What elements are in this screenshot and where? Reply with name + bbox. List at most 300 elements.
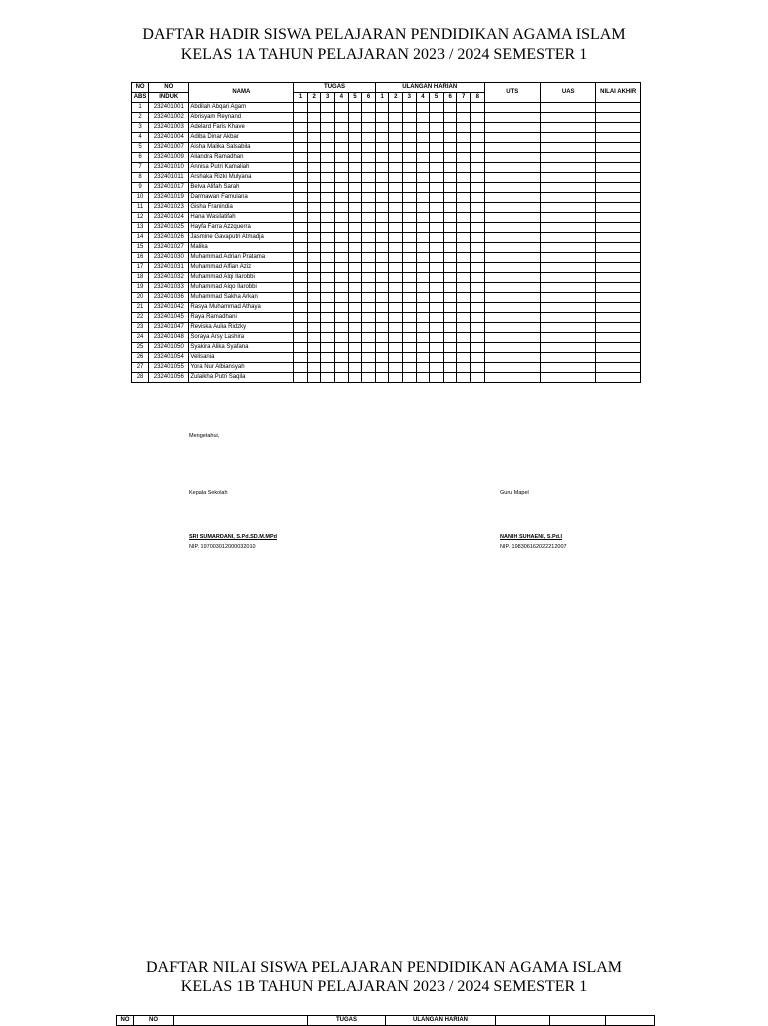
score-cell bbox=[375, 293, 389, 303]
score-cell bbox=[596, 223, 641, 233]
ulangan-num: 2 bbox=[389, 93, 403, 103]
score-cell bbox=[416, 353, 430, 363]
student-nama: Velisania bbox=[189, 353, 294, 363]
score-cell bbox=[389, 273, 403, 283]
score-cell bbox=[430, 233, 444, 243]
score-cell bbox=[484, 273, 540, 283]
score-cell bbox=[457, 363, 471, 373]
score-cell bbox=[471, 143, 485, 153]
student-nama: Gisha Franindia bbox=[189, 203, 294, 213]
score-cell bbox=[321, 253, 335, 263]
score-cell bbox=[403, 353, 417, 363]
score-cell bbox=[362, 333, 376, 343]
kepala-sekolah-nip: NIP. 197003012000032010 bbox=[189, 544, 256, 550]
score-cell bbox=[375, 313, 389, 323]
score-cell bbox=[362, 353, 376, 363]
score-cell bbox=[596, 193, 641, 203]
table-row bbox=[132, 153, 641, 163]
student-induk: 232401047 bbox=[149, 323, 189, 333]
header-nama-cell bbox=[174, 1016, 308, 1026]
student-nama: Muhammad Adrian Pratama bbox=[189, 253, 294, 263]
table-row bbox=[132, 293, 641, 303]
student-no: 6 bbox=[132, 153, 149, 163]
score-cell bbox=[335, 233, 349, 243]
student-induk: 232401007 bbox=[149, 143, 189, 153]
score-cell bbox=[484, 213, 540, 223]
table-row bbox=[132, 363, 641, 373]
student-nama: Abdilah Abqari Agam bbox=[189, 103, 294, 113]
tugas-num: 2 bbox=[307, 93, 321, 103]
score-cell bbox=[294, 133, 308, 143]
student-no: 25 bbox=[132, 343, 149, 353]
score-cell bbox=[416, 123, 430, 133]
table-row bbox=[132, 123, 641, 133]
score-cell bbox=[541, 323, 596, 333]
score-cell bbox=[541, 243, 596, 253]
score-cell bbox=[541, 193, 596, 203]
score-cell bbox=[430, 293, 444, 303]
score-cell bbox=[389, 223, 403, 233]
student-nama: Annisa Putri Kamaliah bbox=[189, 163, 294, 173]
student-no: 12 bbox=[132, 213, 149, 223]
score-cell bbox=[321, 163, 335, 173]
score-cell bbox=[375, 193, 389, 203]
student-no: 4 bbox=[132, 133, 149, 143]
score-cell bbox=[596, 153, 641, 163]
student-no: 20 bbox=[132, 293, 149, 303]
score-cell bbox=[596, 323, 641, 333]
score-cell bbox=[403, 263, 417, 273]
score-cell bbox=[403, 283, 417, 293]
score-cell bbox=[389, 163, 403, 173]
score-cell bbox=[596, 293, 641, 303]
score-cell bbox=[430, 203, 444, 213]
score-cell bbox=[443, 363, 457, 373]
score-cell bbox=[362, 363, 376, 373]
score-cell bbox=[375, 343, 389, 353]
score-cell bbox=[335, 103, 349, 113]
score-cell bbox=[471, 323, 485, 333]
score-cell bbox=[362, 113, 376, 123]
score-cell bbox=[403, 213, 417, 223]
score-cell bbox=[348, 283, 362, 293]
score-cell bbox=[403, 153, 417, 163]
attendance-table bbox=[131, 82, 641, 383]
score-cell bbox=[416, 323, 430, 333]
score-cell bbox=[596, 203, 641, 213]
kepala-sekolah-title: Kepala Sekolah bbox=[189, 490, 228, 496]
score-cell bbox=[348, 123, 362, 133]
student-induk: 232401026 bbox=[149, 233, 189, 243]
mengetahui-label: Mengetahui, bbox=[189, 433, 220, 439]
score-cell bbox=[443, 173, 457, 183]
score-cell bbox=[389, 103, 403, 113]
score-cell bbox=[362, 213, 376, 223]
table-row bbox=[132, 173, 641, 183]
score-cell bbox=[471, 233, 485, 243]
score-cell bbox=[375, 213, 389, 223]
student-nama: Arshaka Rizki Mulyana bbox=[189, 173, 294, 183]
student-induk: 232401024 bbox=[149, 213, 189, 223]
score-cell bbox=[348, 173, 362, 183]
grades-table bbox=[116, 1015, 655, 1026]
score-cell bbox=[457, 333, 471, 343]
student-induk: 232401045 bbox=[149, 313, 189, 323]
score-cell bbox=[403, 333, 417, 343]
score-cell bbox=[348, 143, 362, 153]
score-cell bbox=[541, 263, 596, 273]
score-cell bbox=[403, 223, 417, 233]
score-cell bbox=[335, 313, 349, 323]
header-induk: INDUK bbox=[149, 93, 189, 103]
student-nama: Jasmine Gavaputri Atmadja bbox=[189, 233, 294, 243]
score-cell bbox=[416, 203, 430, 213]
table-row bbox=[132, 213, 641, 223]
student-induk: 232401019 bbox=[149, 193, 189, 203]
score-cell bbox=[430, 243, 444, 253]
ulangan-num: 6 bbox=[443, 93, 457, 103]
score-cell bbox=[484, 143, 540, 153]
score-cell bbox=[596, 133, 641, 143]
score-cell bbox=[416, 223, 430, 233]
student-nama: Yora Nur Albiansyah bbox=[189, 363, 294, 373]
score-cell bbox=[416, 333, 430, 343]
score-cell bbox=[307, 173, 321, 183]
score-cell bbox=[375, 123, 389, 133]
score-cell bbox=[389, 303, 403, 313]
score-cell bbox=[416, 313, 430, 323]
score-cell bbox=[362, 153, 376, 163]
score-cell bbox=[321, 303, 335, 313]
header-tugas: TUGAS bbox=[308, 1016, 386, 1026]
score-cell bbox=[403, 203, 417, 213]
score-cell bbox=[484, 183, 540, 193]
score-cell bbox=[443, 293, 457, 303]
score-cell bbox=[389, 343, 403, 353]
score-cell bbox=[596, 113, 641, 123]
score-cell bbox=[430, 253, 444, 263]
score-cell bbox=[307, 233, 321, 243]
score-cell bbox=[348, 363, 362, 373]
score-cell bbox=[335, 163, 349, 173]
student-induk: 232401009 bbox=[149, 153, 189, 163]
score-cell bbox=[362, 263, 376, 273]
score-cell bbox=[443, 183, 457, 193]
score-cell bbox=[321, 183, 335, 193]
score-cell bbox=[307, 253, 321, 263]
score-cell bbox=[307, 323, 321, 333]
score-cell bbox=[307, 113, 321, 123]
score-cell bbox=[443, 373, 457, 383]
header-tugas: TUGAS bbox=[294, 83, 376, 93]
doc1-title-line1: DAFTAR HADIR SISWA PELAJARAN PENDIDIKAN AGAMA ISLAM bbox=[142, 26, 626, 43]
score-cell bbox=[443, 333, 457, 343]
score-cell bbox=[375, 173, 389, 183]
score-cell bbox=[416, 263, 430, 273]
student-induk: 232401027 bbox=[149, 243, 189, 253]
score-cell bbox=[443, 323, 457, 333]
score-cell bbox=[375, 263, 389, 273]
student-induk: 232401036 bbox=[149, 293, 189, 303]
header-nilai-akhir-cell bbox=[606, 1016, 655, 1026]
score-cell bbox=[307, 143, 321, 153]
score-cell bbox=[596, 183, 641, 193]
table-row bbox=[132, 103, 641, 113]
score-cell bbox=[596, 143, 641, 153]
score-cell bbox=[335, 323, 349, 333]
score-cell bbox=[541, 353, 596, 363]
score-cell bbox=[416, 153, 430, 163]
score-cell bbox=[389, 283, 403, 293]
student-no: 15 bbox=[132, 243, 149, 253]
student-induk: 232401033 bbox=[149, 283, 189, 293]
score-cell bbox=[596, 213, 641, 223]
score-cell bbox=[443, 243, 457, 253]
score-cell bbox=[294, 323, 308, 333]
score-cell bbox=[430, 283, 444, 293]
score-cell bbox=[389, 243, 403, 253]
score-cell bbox=[430, 213, 444, 223]
score-cell bbox=[443, 353, 457, 363]
score-cell bbox=[416, 273, 430, 283]
score-cell bbox=[457, 243, 471, 253]
table-row bbox=[132, 373, 641, 383]
score-cell bbox=[457, 173, 471, 183]
score-cell bbox=[335, 133, 349, 143]
score-cell bbox=[321, 173, 335, 183]
score-cell bbox=[596, 273, 641, 283]
score-cell bbox=[348, 333, 362, 343]
score-cell bbox=[375, 233, 389, 243]
student-induk: 232401025 bbox=[149, 223, 189, 233]
score-cell bbox=[375, 333, 389, 343]
score-cell bbox=[403, 313, 417, 323]
score-cell bbox=[484, 323, 540, 333]
student-rows bbox=[132, 103, 641, 383]
score-cell bbox=[416, 293, 430, 303]
score-cell bbox=[294, 153, 308, 163]
score-cell bbox=[416, 243, 430, 253]
score-cell bbox=[348, 243, 362, 253]
score-cell bbox=[335, 303, 349, 313]
score-cell bbox=[348, 113, 362, 123]
student-induk: 232401001 bbox=[149, 103, 189, 113]
student-no: 19 bbox=[132, 283, 149, 293]
score-cell bbox=[321, 353, 335, 363]
score-cell bbox=[416, 173, 430, 183]
score-cell bbox=[541, 173, 596, 183]
score-cell bbox=[484, 173, 540, 183]
student-nama: Muhammad Alfian Aziz bbox=[189, 263, 294, 273]
score-cell bbox=[321, 293, 335, 303]
score-cell bbox=[430, 123, 444, 133]
score-cell bbox=[294, 183, 308, 193]
guru-mapel-nip: NIP. 198306162022212007 bbox=[500, 544, 567, 550]
score-cell bbox=[457, 213, 471, 223]
score-cell bbox=[294, 203, 308, 213]
score-cell bbox=[294, 273, 308, 283]
score-cell bbox=[541, 223, 596, 233]
score-cell bbox=[484, 373, 540, 383]
score-cell bbox=[484, 293, 540, 303]
score-cell bbox=[321, 313, 335, 323]
score-cell bbox=[457, 323, 471, 333]
score-cell bbox=[471, 283, 485, 293]
score-cell bbox=[457, 223, 471, 233]
score-cell bbox=[430, 303, 444, 313]
score-cell bbox=[389, 133, 403, 143]
score-cell bbox=[403, 173, 417, 183]
score-cell bbox=[307, 243, 321, 253]
student-nama: Hana Wasilatifah bbox=[189, 213, 294, 223]
score-cell bbox=[430, 173, 444, 183]
student-nama: Muhammad Sakha Arkan bbox=[189, 293, 294, 303]
score-cell bbox=[596, 233, 641, 243]
score-cell bbox=[541, 153, 596, 163]
student-nama: Hayfa Farra Azzquerra bbox=[189, 223, 294, 233]
score-cell bbox=[471, 133, 485, 143]
student-induk: 232401011 bbox=[149, 173, 189, 183]
score-cell bbox=[403, 183, 417, 193]
score-cell bbox=[471, 103, 485, 113]
score-cell bbox=[541, 283, 596, 293]
score-cell bbox=[335, 363, 349, 373]
score-cell bbox=[294, 113, 308, 123]
table-row bbox=[132, 163, 641, 173]
score-cell bbox=[471, 183, 485, 193]
score-cell bbox=[321, 263, 335, 273]
score-cell bbox=[457, 103, 471, 113]
student-induk: 232401031 bbox=[149, 263, 189, 273]
score-cell bbox=[457, 233, 471, 243]
table-row bbox=[132, 233, 641, 243]
score-cell bbox=[416, 113, 430, 123]
score-cell bbox=[307, 373, 321, 383]
score-cell bbox=[321, 233, 335, 243]
score-cell bbox=[596, 253, 641, 263]
score-cell bbox=[321, 243, 335, 253]
table-row bbox=[132, 133, 641, 143]
score-cell bbox=[362, 253, 376, 263]
score-cell bbox=[430, 223, 444, 233]
score-cell bbox=[430, 163, 444, 173]
score-cell bbox=[321, 343, 335, 353]
score-cell bbox=[389, 373, 403, 383]
table-row bbox=[132, 273, 641, 283]
score-cell bbox=[294, 213, 308, 223]
score-cell bbox=[389, 313, 403, 323]
score-cell bbox=[471, 373, 485, 383]
score-cell bbox=[430, 363, 444, 373]
score-cell bbox=[484, 253, 540, 263]
tugas-num: 5 bbox=[348, 93, 362, 103]
doc1-title-line2: KELAS 1A TAHUN PELAJARAN 2023 / 2024 SEMESTER 1 bbox=[180, 46, 588, 63]
score-cell bbox=[484, 333, 540, 343]
score-cell bbox=[294, 303, 308, 313]
ulangan-num: 4 bbox=[416, 93, 430, 103]
score-cell bbox=[403, 323, 417, 333]
student-induk: 232401048 bbox=[149, 333, 189, 343]
score-cell bbox=[416, 163, 430, 173]
score-cell bbox=[443, 203, 457, 213]
score-cell bbox=[596, 243, 641, 253]
score-cell bbox=[294, 233, 308, 243]
score-cell bbox=[362, 143, 376, 153]
score-cell bbox=[307, 263, 321, 273]
score-cell bbox=[348, 353, 362, 363]
student-no: 2 bbox=[132, 113, 149, 123]
student-no: 22 bbox=[132, 313, 149, 323]
table-row bbox=[132, 333, 641, 343]
score-cell bbox=[335, 273, 349, 283]
score-cell bbox=[294, 363, 308, 373]
tugas-num: 3 bbox=[321, 93, 335, 103]
score-cell bbox=[321, 223, 335, 233]
score-cell bbox=[541, 363, 596, 373]
table-row bbox=[132, 223, 641, 233]
score-cell bbox=[484, 363, 540, 373]
score-cell bbox=[375, 323, 389, 333]
score-cell bbox=[541, 373, 596, 383]
score-cell bbox=[335, 263, 349, 273]
score-cell bbox=[443, 113, 457, 123]
score-cell bbox=[307, 303, 321, 313]
table-row bbox=[132, 143, 641, 153]
table-row bbox=[132, 203, 641, 213]
score-cell bbox=[430, 143, 444, 153]
score-cell bbox=[443, 223, 457, 233]
score-cell bbox=[294, 143, 308, 153]
ulangan-num: 8 bbox=[471, 93, 485, 103]
score-cell bbox=[307, 193, 321, 203]
header-no: NO bbox=[132, 83, 149, 93]
score-cell bbox=[484, 123, 540, 133]
score-cell bbox=[321, 123, 335, 133]
student-induk: 232401003 bbox=[149, 123, 189, 133]
score-cell bbox=[362, 123, 376, 133]
student-induk: 232401054 bbox=[149, 353, 189, 363]
score-cell bbox=[348, 303, 362, 313]
score-cell bbox=[294, 193, 308, 203]
score-cell bbox=[362, 323, 376, 333]
score-cell bbox=[471, 293, 485, 303]
score-cell bbox=[457, 293, 471, 303]
score-cell bbox=[596, 123, 641, 133]
score-cell bbox=[596, 343, 641, 353]
score-cell bbox=[375, 143, 389, 153]
score-cell bbox=[307, 223, 321, 233]
score-cell bbox=[362, 293, 376, 303]
student-no: 27 bbox=[132, 363, 149, 373]
score-cell bbox=[375, 103, 389, 113]
score-cell bbox=[457, 253, 471, 263]
score-cell bbox=[471, 253, 485, 263]
score-cell bbox=[348, 313, 362, 323]
score-cell bbox=[471, 203, 485, 213]
score-cell bbox=[403, 103, 417, 113]
table-row bbox=[132, 113, 641, 123]
score-cell bbox=[484, 313, 540, 323]
score-cell bbox=[403, 363, 417, 373]
score-cell bbox=[541, 303, 596, 313]
score-cell bbox=[457, 273, 471, 283]
score-cell bbox=[430, 323, 444, 333]
student-no: 8 bbox=[132, 173, 149, 183]
score-cell bbox=[541, 123, 596, 133]
score-cell bbox=[375, 243, 389, 253]
score-cell bbox=[484, 243, 540, 253]
score-cell bbox=[484, 223, 540, 233]
